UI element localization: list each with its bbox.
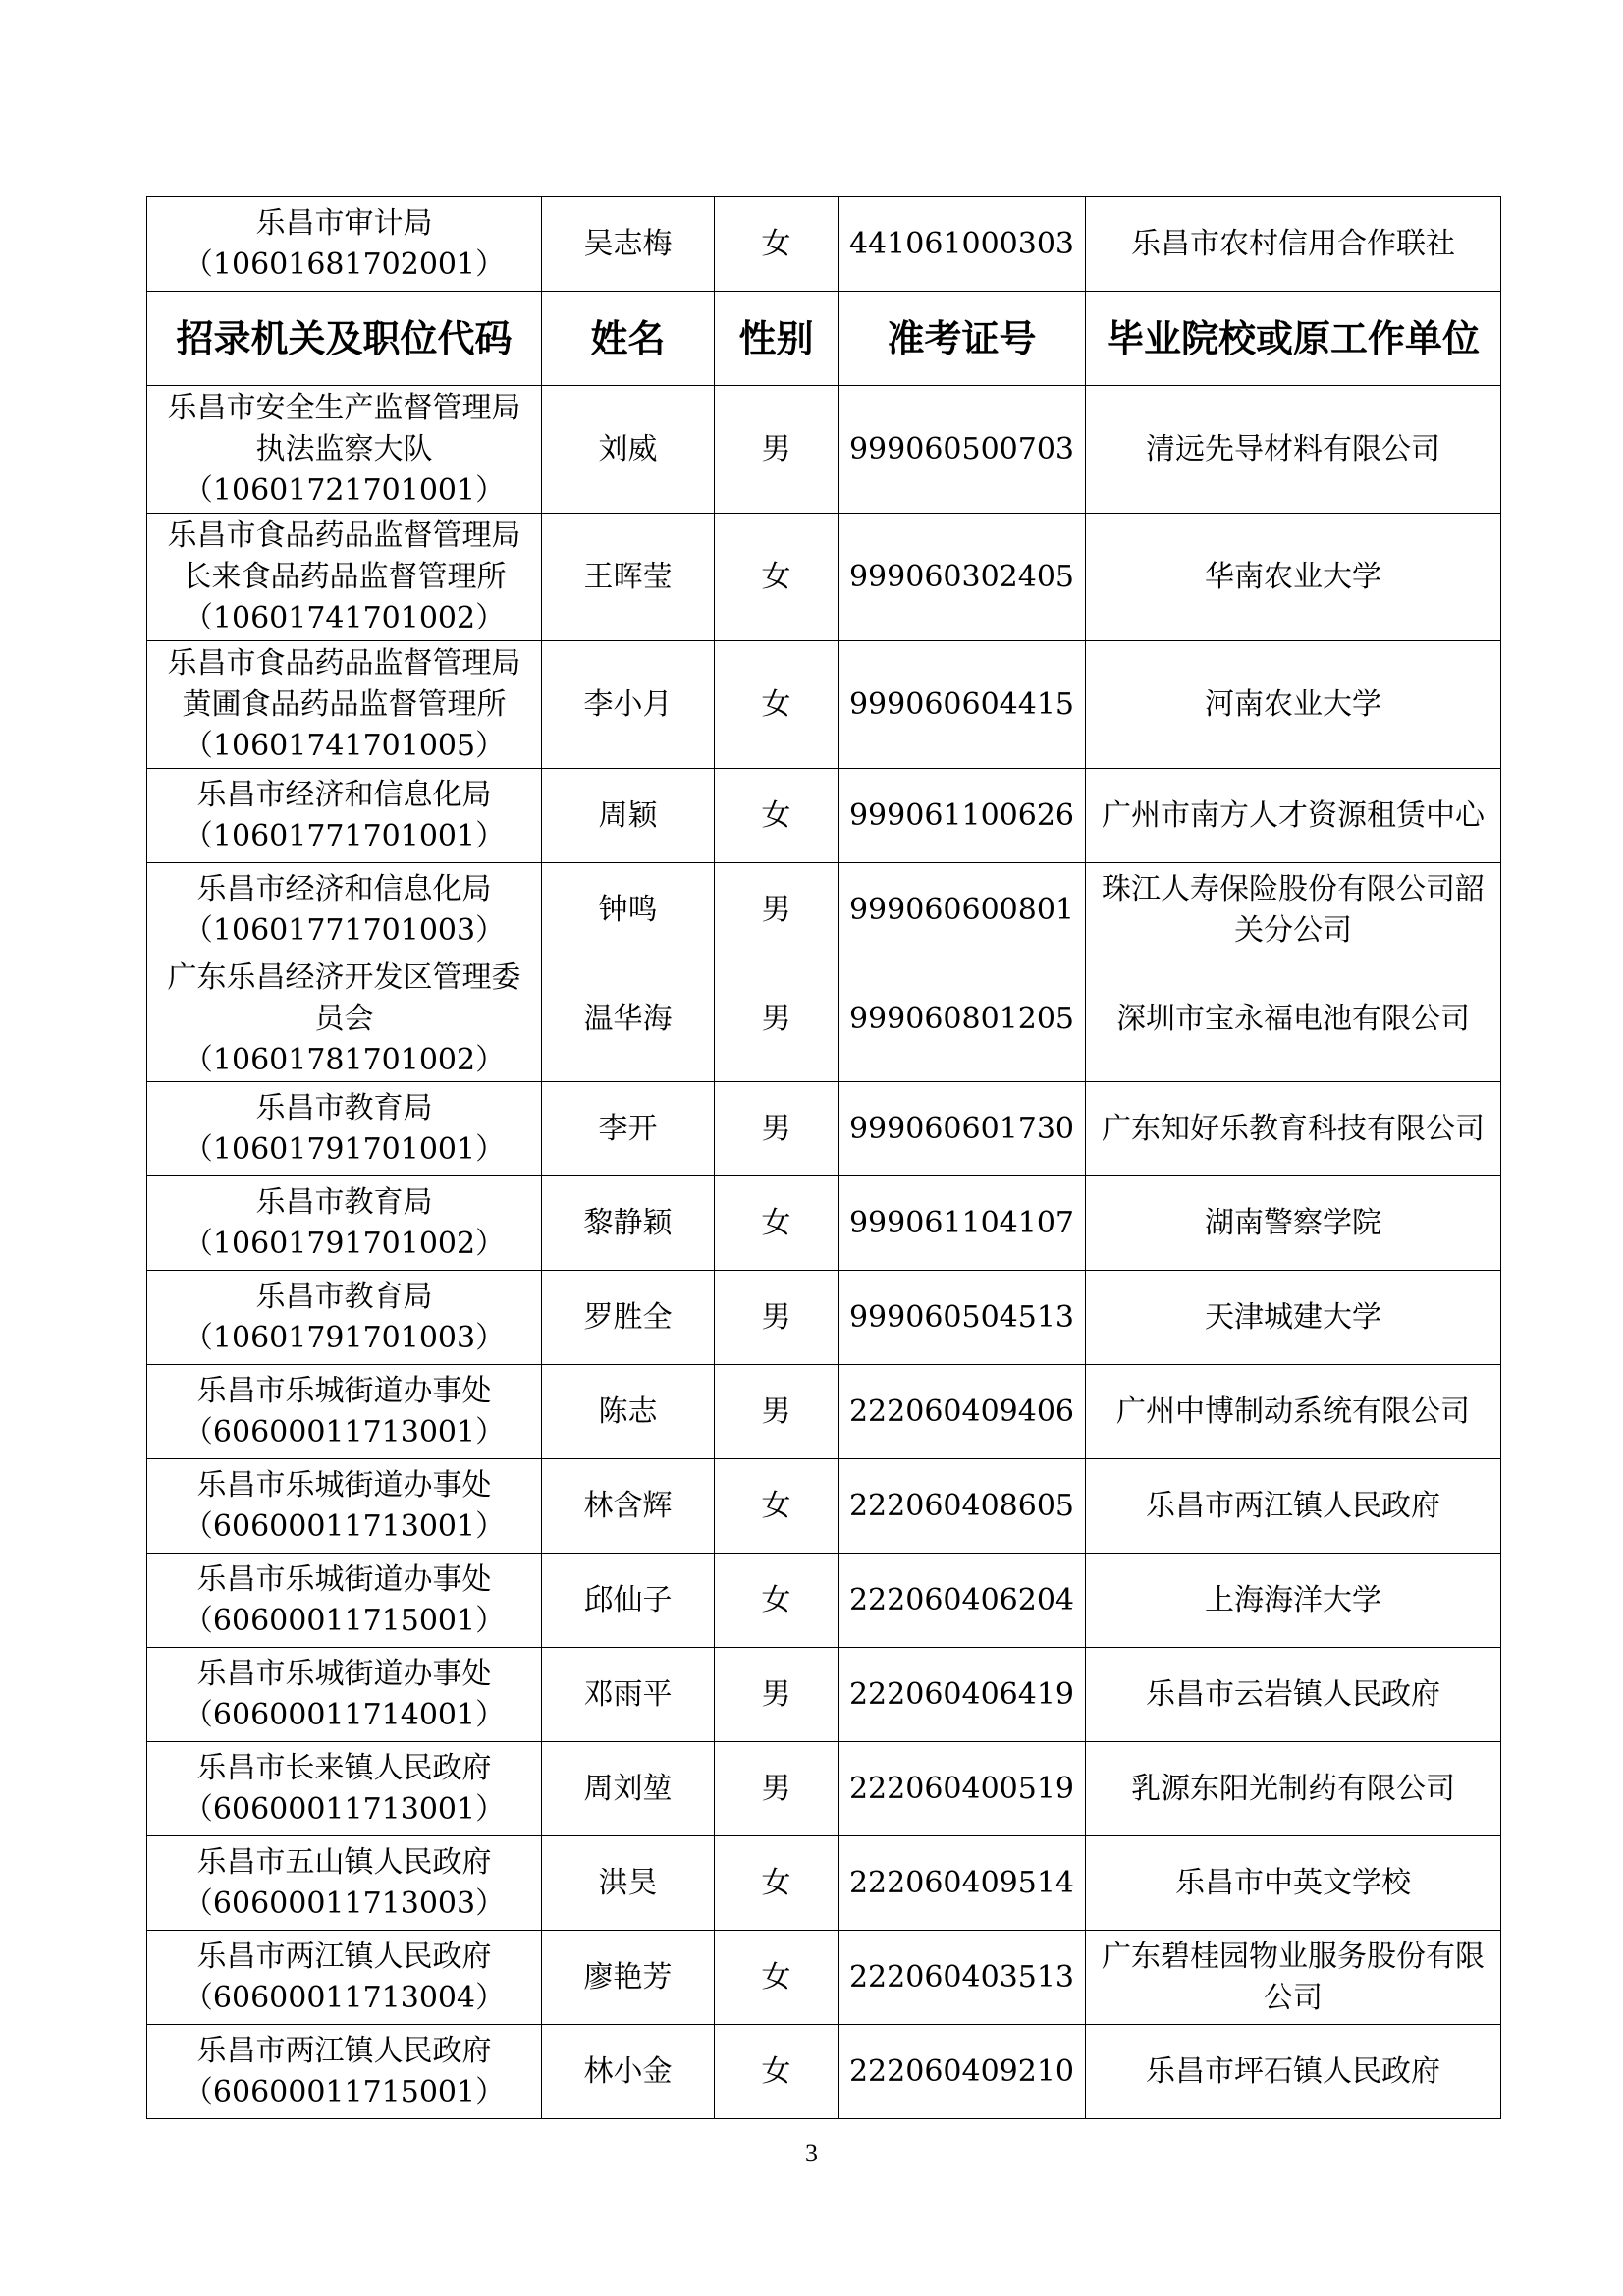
name-cell: 李开	[542, 1082, 715, 1176]
position-code: （60600011713004）	[183, 1980, 506, 2015]
unit-name: 乐昌市教育局	[255, 1184, 433, 1220]
table-body	[147, 197, 1501, 2119]
school-cell: 乐昌市云岩镇人民政府	[1086, 1648, 1501, 1742]
gender-cell: 女	[715, 769, 839, 863]
table-row	[147, 957, 1501, 1082]
unit-cell	[147, 641, 542, 769]
table-row	[147, 1648, 1501, 1742]
exam-id-cell: 222060409514	[839, 1836, 1086, 1931]
table-row	[147, 1554, 1501, 1648]
position-code: （60600011713001）	[183, 1414, 506, 1449]
table-row	[147, 1176, 1501, 1271]
unit-name: 乐昌市教育局	[255, 1090, 433, 1125]
exam-id-cell: 222060403513	[839, 1931, 1086, 2025]
gender-cell: 男	[715, 1648, 839, 1742]
unit-cell	[147, 1648, 542, 1742]
table-row	[147, 1742, 1501, 1836]
exam-id-cell: 999060302405	[839, 514, 1086, 641]
school-cell: 天津城建大学	[1086, 1271, 1501, 1365]
unit-cell	[147, 1554, 542, 1648]
table-row	[147, 1082, 1501, 1176]
unit-cell	[147, 1176, 542, 1271]
name-cell: 洪昊	[542, 1836, 715, 1931]
position-code: （10601791701003）	[183, 1320, 506, 1355]
position-code: （10601771701001）	[183, 818, 506, 853]
unit-cell	[147, 1836, 542, 1931]
gender-cell: 男	[715, 1082, 839, 1176]
position-code: （10601791701002）	[183, 1226, 506, 1261]
position-code: （60600011714001）	[183, 1697, 506, 1732]
school-cell: 深圳市宝永福电池有限公司	[1086, 957, 1501, 1082]
unit-name: 广东乐昌经济开发区管理委员会	[167, 960, 521, 1036]
name-cell: 罗胜全	[542, 1271, 715, 1365]
unit-cell	[147, 514, 542, 641]
exam-id-cell: 222060406419	[839, 1648, 1086, 1742]
name-cell: 温华海	[542, 957, 715, 1082]
gender-cell: 女	[715, 1931, 839, 2025]
exam-id-cell: 222060409210	[839, 2025, 1086, 2119]
table-row	[147, 514, 1501, 641]
school-cell: 湖南警察学院	[1086, 1176, 1501, 1271]
table-row	[147, 386, 1501, 514]
gender-cell: 女	[715, 1459, 839, 1554]
unit-name: 乐昌市五山镇人民政府	[196, 1844, 492, 1880]
gender-cell: 男	[715, 386, 839, 514]
unit-name: 乐昌市长来镇人民政府	[196, 1750, 492, 1785]
table-row	[147, 641, 1501, 769]
name-cell: 陈志	[542, 1365, 715, 1459]
gender-cell: 男	[715, 957, 839, 1082]
name-cell: 吴志梅	[542, 197, 715, 292]
unit-cell	[147, 1271, 542, 1365]
name-cell: 邱仙子	[542, 1554, 715, 1648]
table-row	[147, 1836, 1501, 1931]
gender-cell: 男	[715, 1271, 839, 1365]
school-cell: 珠江人寿保险股份有限公司韶关分公司	[1086, 863, 1501, 957]
position-code: （60600011713001）	[183, 1508, 506, 1544]
exam-id-cell: 999060500703	[839, 386, 1086, 514]
position-code: （10601721701001）	[183, 472, 506, 508]
unit-name: 乐昌市审计局	[255, 205, 433, 241]
header-gender: 性别	[715, 292, 839, 386]
unit-cell	[147, 1931, 542, 2025]
unit-name: 乐昌市乐城街道办事处	[196, 1467, 492, 1503]
school-cell: 上海海洋大学	[1086, 1554, 1501, 1648]
gender-cell: 女	[715, 1836, 839, 1931]
unit-cell	[147, 769, 542, 863]
unit-name: 乐昌市食品药品监督管理局长来食品药品监督管理所	[167, 518, 521, 594]
school-cell: 广东知好乐教育科技有限公司	[1086, 1082, 1501, 1176]
school-cell: 乐昌市中英文学校	[1086, 1836, 1501, 1931]
gender-cell: 女	[715, 2025, 839, 2119]
exam-id-cell: 222060408605	[839, 1459, 1086, 1554]
recruitment-table	[146, 196, 1501, 2119]
unit-cell	[147, 197, 542, 292]
name-cell: 廖艳芳	[542, 1931, 715, 2025]
unit-name: 乐昌市乐城街道办事处	[196, 1373, 492, 1408]
school-cell: 乐昌市坪石镇人民政府	[1086, 2025, 1501, 2119]
unit-name: 乐昌市安全生产监督管理局执法监察大队	[167, 390, 521, 466]
school-cell: 广东碧桂园物业服务股份有限公司	[1086, 1931, 1501, 2025]
name-cell: 邓雨平	[542, 1648, 715, 1742]
exam-id-cell: 999060604415	[839, 641, 1086, 769]
gender-cell: 女	[715, 1176, 839, 1271]
name-cell: 李小月	[542, 641, 715, 769]
exam-id-cell: 999060801205	[839, 957, 1086, 1082]
name-cell: 林小金	[542, 2025, 715, 2119]
table-row	[147, 1931, 1501, 2025]
gender-cell: 男	[715, 1365, 839, 1459]
school-cell: 乐昌市农村信用合作联社	[1086, 197, 1501, 292]
position-code: （60600011713001）	[183, 1791, 506, 1827]
unit-name: 乐昌市乐城街道办事处	[196, 1561, 492, 1597]
table-row	[147, 197, 1501, 292]
school-cell: 广州市南方人才资源租赁中心	[1086, 769, 1501, 863]
unit-name: 乐昌市经济和信息化局	[196, 871, 492, 906]
header-school: 毕业院校或原工作单位	[1086, 292, 1501, 386]
gender-cell: 女	[715, 197, 839, 292]
school-cell: 华南农业大学	[1086, 514, 1501, 641]
position-code: （60600011713003）	[183, 1886, 506, 1921]
exam-id-cell: 999060600801	[839, 863, 1086, 957]
exam-id-cell: 222060409406	[839, 1365, 1086, 1459]
unit-name: 乐昌市两江镇人民政府	[196, 1939, 492, 1974]
exam-id-cell: 999061104107	[839, 1176, 1086, 1271]
unit-name: 乐昌市两江镇人民政府	[196, 2033, 492, 2068]
exam-id-cell: 999060504513	[839, 1271, 1086, 1365]
table-header-row	[147, 292, 1501, 386]
exam-id-cell: 222060406204	[839, 1554, 1086, 1648]
unit-cell	[147, 1742, 542, 1836]
school-cell: 广州中博制动系统有限公司	[1086, 1365, 1501, 1459]
exam-id-cell: 222060400519	[839, 1742, 1086, 1836]
unit-cell	[147, 1082, 542, 1176]
gender-cell: 男	[715, 1742, 839, 1836]
name-cell: 钟鸣	[542, 863, 715, 957]
unit-cell	[147, 1459, 542, 1554]
name-cell: 王晖莹	[542, 514, 715, 641]
unit-cell	[147, 386, 542, 514]
table-row	[147, 1459, 1501, 1554]
unit-name: 乐昌市乐城街道办事处	[196, 1656, 492, 1691]
exam-id-cell: 999061100626	[839, 769, 1086, 863]
name-cell: 林含辉	[542, 1459, 715, 1554]
name-cell: 周刘堃	[542, 1742, 715, 1836]
header-unit: 招录机关及职位代码	[147, 292, 542, 386]
unit-cell	[147, 1365, 542, 1459]
table-row	[147, 2025, 1501, 2119]
unit-cell	[147, 863, 542, 957]
school-cell: 乐昌市两江镇人民政府	[1086, 1459, 1501, 1554]
school-cell: 清远先导材料有限公司	[1086, 386, 1501, 514]
unit-cell	[147, 957, 542, 1082]
table-row	[147, 863, 1501, 957]
header-exam-id: 准考证号	[839, 292, 1086, 386]
unit-name: 乐昌市经济和信息化局	[196, 777, 492, 812]
name-cell: 周颖	[542, 769, 715, 863]
school-cell: 河南农业大学	[1086, 641, 1501, 769]
page-number: 3	[805, 2139, 818, 2167]
unit-name: 乐昌市食品药品监督管理局黄圃食品药品监督管理所	[167, 645, 521, 722]
position-code: （60600011715001）	[183, 2074, 506, 2109]
position-code: （10601741701005）	[183, 728, 506, 763]
position-code: （10601741701002）	[183, 600, 506, 635]
exam-id-cell: 999060601730	[839, 1082, 1086, 1176]
position-code: （10601791701001）	[183, 1131, 506, 1167]
gender-cell: 男	[715, 863, 839, 957]
name-cell: 刘威	[542, 386, 715, 514]
position-code: （10601781701002）	[183, 1043, 506, 1077]
table-row	[147, 1365, 1501, 1459]
unit-cell	[147, 2025, 542, 2119]
table-row	[147, 769, 1501, 863]
gender-cell: 女	[715, 641, 839, 769]
school-cell: 乳源东阳光制药有限公司	[1086, 1742, 1501, 1836]
position-code: （10601681702001）	[183, 246, 506, 282]
table-row	[147, 1271, 1501, 1365]
gender-cell: 女	[715, 514, 839, 641]
position-code: （60600011715001）	[183, 1603, 506, 1638]
gender-cell: 女	[715, 1554, 839, 1648]
exam-id-cell: 441061000303	[839, 197, 1086, 292]
unit-name: 乐昌市教育局	[255, 1279, 433, 1314]
header-name: 姓名	[542, 292, 715, 386]
name-cell: 黎静颖	[542, 1176, 715, 1271]
position-code: （10601771701003）	[183, 912, 506, 948]
